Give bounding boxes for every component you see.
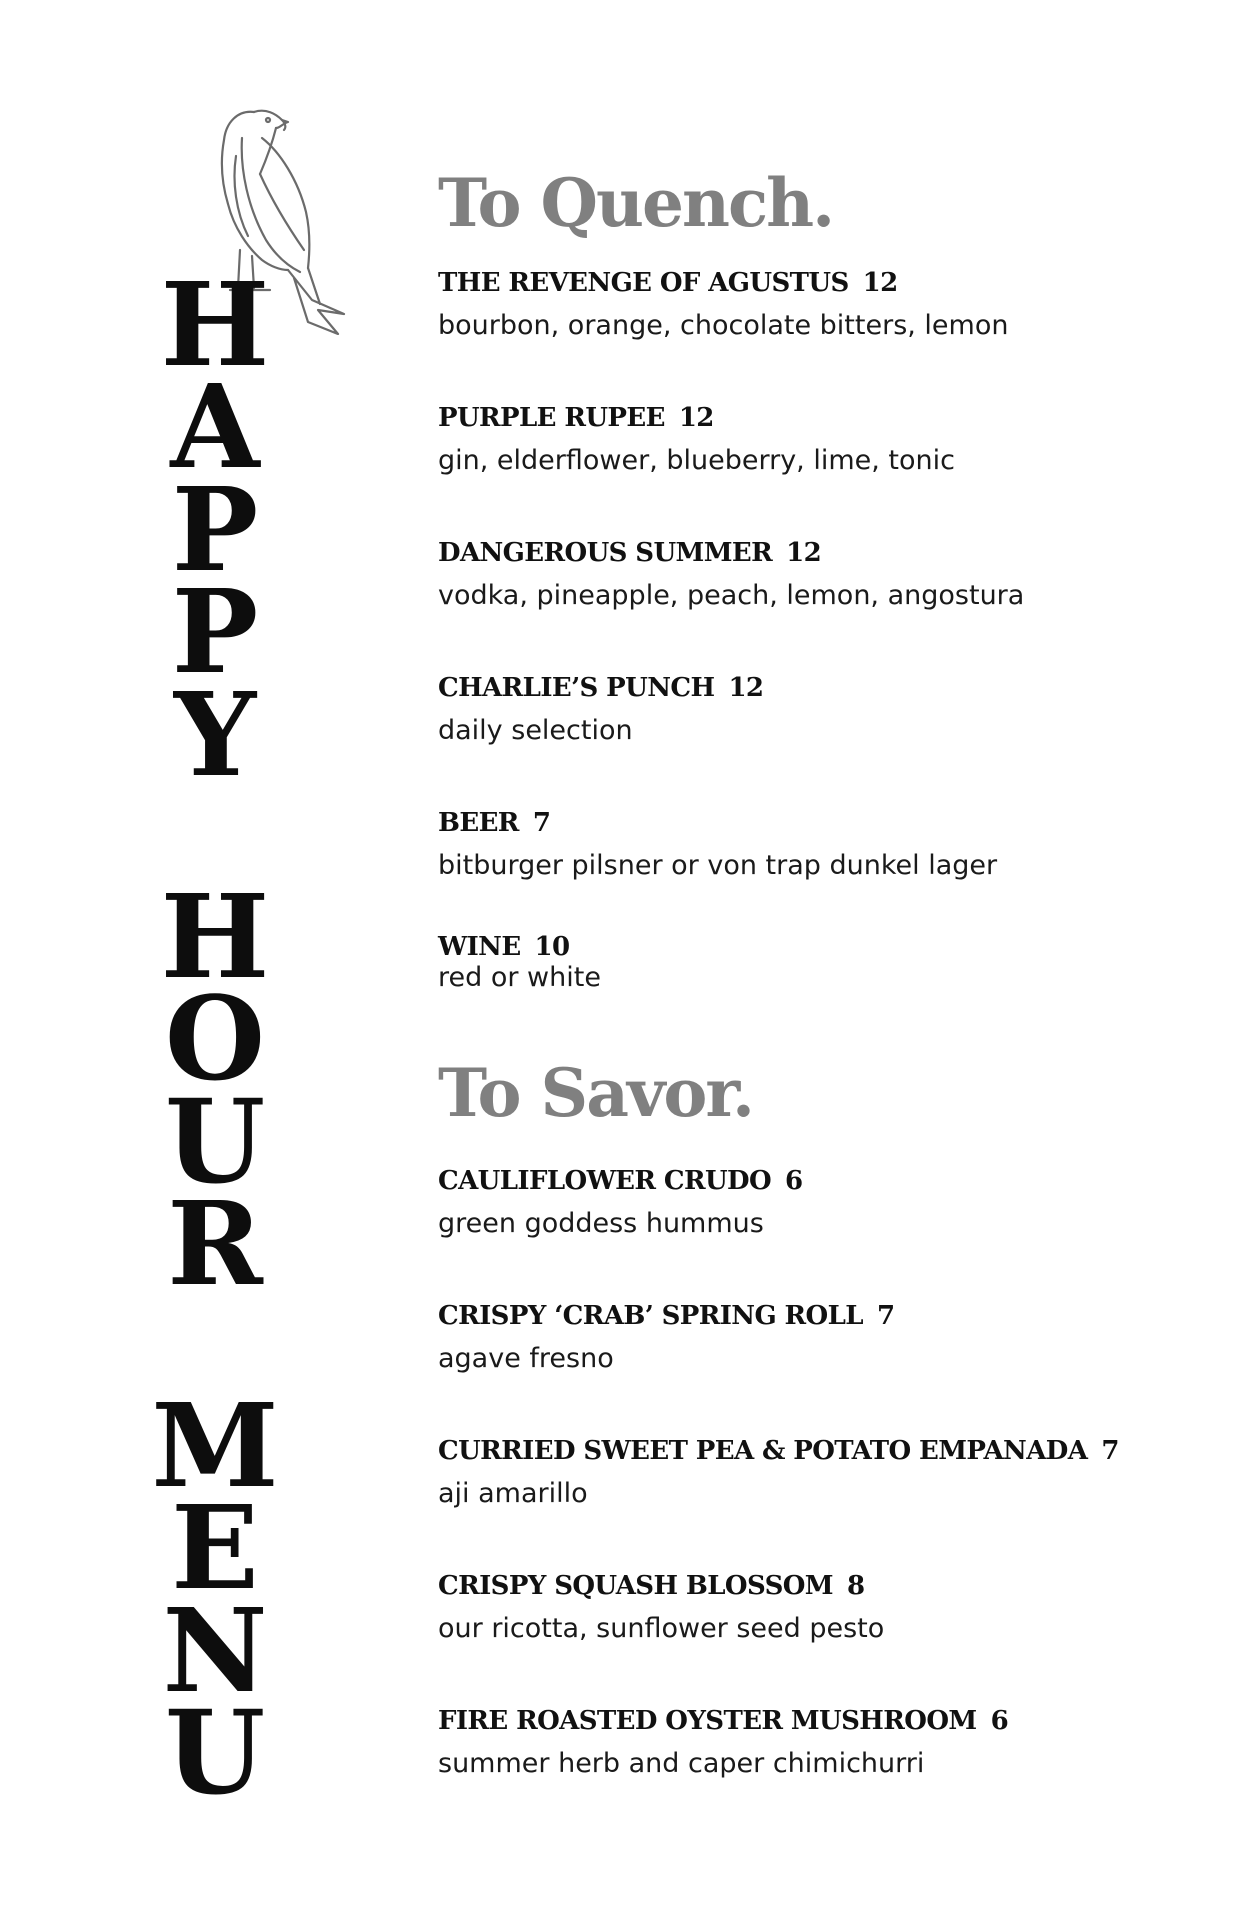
- item-name: PURPLE RUPEE: [438, 403, 665, 433]
- menu-item: [438, 1704, 1198, 1782]
- title-letter-h2: H: [160, 870, 270, 1005]
- item-price: 6: [990, 1706, 1009, 1736]
- item-name: CAULIFLOWER CRUDO: [438, 1166, 772, 1196]
- item-description: gin, elderflower, blueberry, lime, tonic: [438, 445, 955, 476]
- item-price: 6: [785, 1166, 803, 1196]
- section-title-savor: To Savor.: [438, 1054, 754, 1132]
- item-name: CHARLIE’S PUNCH: [438, 673, 715, 703]
- item-name: FIRE ROASTED OYSTER MUSHROOM: [438, 1706, 977, 1736]
- menu-item: [438, 1569, 1198, 1647]
- menu-item: [438, 930, 1198, 996]
- title-letter-e: E: [171, 1481, 259, 1616]
- item-price: 8: [846, 1571, 865, 1601]
- menu-item: [438, 1299, 1198, 1377]
- item-price: 10: [534, 932, 570, 962]
- item-price: 12: [678, 403, 714, 433]
- item-description: vodka, pineapple, peach, lemon, angostura: [438, 580, 1025, 611]
- menu-item: [438, 401, 1198, 479]
- item-description: our ricotta, sunflower seed pesto: [438, 1613, 885, 1644]
- item-price: 12: [728, 673, 764, 703]
- title-letter-m: M: [151, 1379, 279, 1514]
- title-letter-u: U: [164, 1075, 266, 1210]
- section-title-quench: To Quench.: [438, 164, 834, 242]
- menu-item: [438, 671, 1198, 749]
- item-name: DANGEROUS SUMMER: [438, 538, 773, 568]
- item-description: summer herb and caper chimichurri: [438, 1748, 925, 1779]
- item-name: THE REVENGE OF AGUSTUS: [438, 268, 849, 298]
- item-price: 12: [786, 538, 822, 568]
- title-letter-o: O: [164, 972, 266, 1107]
- title-letter-h: H: [160, 258, 270, 393]
- item-name: CRISPY SQUASH BLOSSOM: [438, 1571, 833, 1601]
- title-letter-r: R: [167, 1177, 263, 1312]
- menu-item: [438, 536, 1198, 614]
- item-price: 7: [1101, 1436, 1119, 1466]
- title-letter-n: N: [162, 1584, 268, 1719]
- title-letter-y: Y: [173, 668, 257, 803]
- item-price: 12: [862, 268, 898, 298]
- menu-item: [438, 1434, 1198, 1512]
- menu-item: [438, 806, 1198, 884]
- item-name: WINE: [438, 932, 521, 962]
- menu-item: [438, 266, 1198, 344]
- item-description: aji amarillo: [438, 1478, 588, 1509]
- title-letter-a: A: [170, 360, 260, 495]
- item-description: bourbon, orange, chocolate bitters, lemon: [438, 310, 1009, 341]
- item-name: CURRIED SWEET PEA & POTATO EMPANADA: [438, 1436, 1088, 1466]
- title-letter-u2: U: [164, 1686, 266, 1821]
- item-description: green goddess hummus: [438, 1208, 764, 1239]
- item-description: agave fresno: [438, 1343, 614, 1374]
- item-price: 7: [532, 808, 551, 838]
- item-description: red or white: [438, 962, 601, 993]
- menu-item: [438, 1164, 1198, 1242]
- item-description: bitburger pilsner or von trap dunkel lager: [438, 850, 998, 881]
- item-name: BEER: [438, 808, 519, 838]
- title-letter-p: P: [171, 463, 259, 598]
- item-price: 7: [876, 1301, 895, 1331]
- item-description: daily selection: [438, 715, 633, 746]
- title-letter-p2: P: [171, 565, 259, 700]
- item-name: CRISPY ‘CRAB’ SPRING ROLL: [438, 1301, 863, 1331]
